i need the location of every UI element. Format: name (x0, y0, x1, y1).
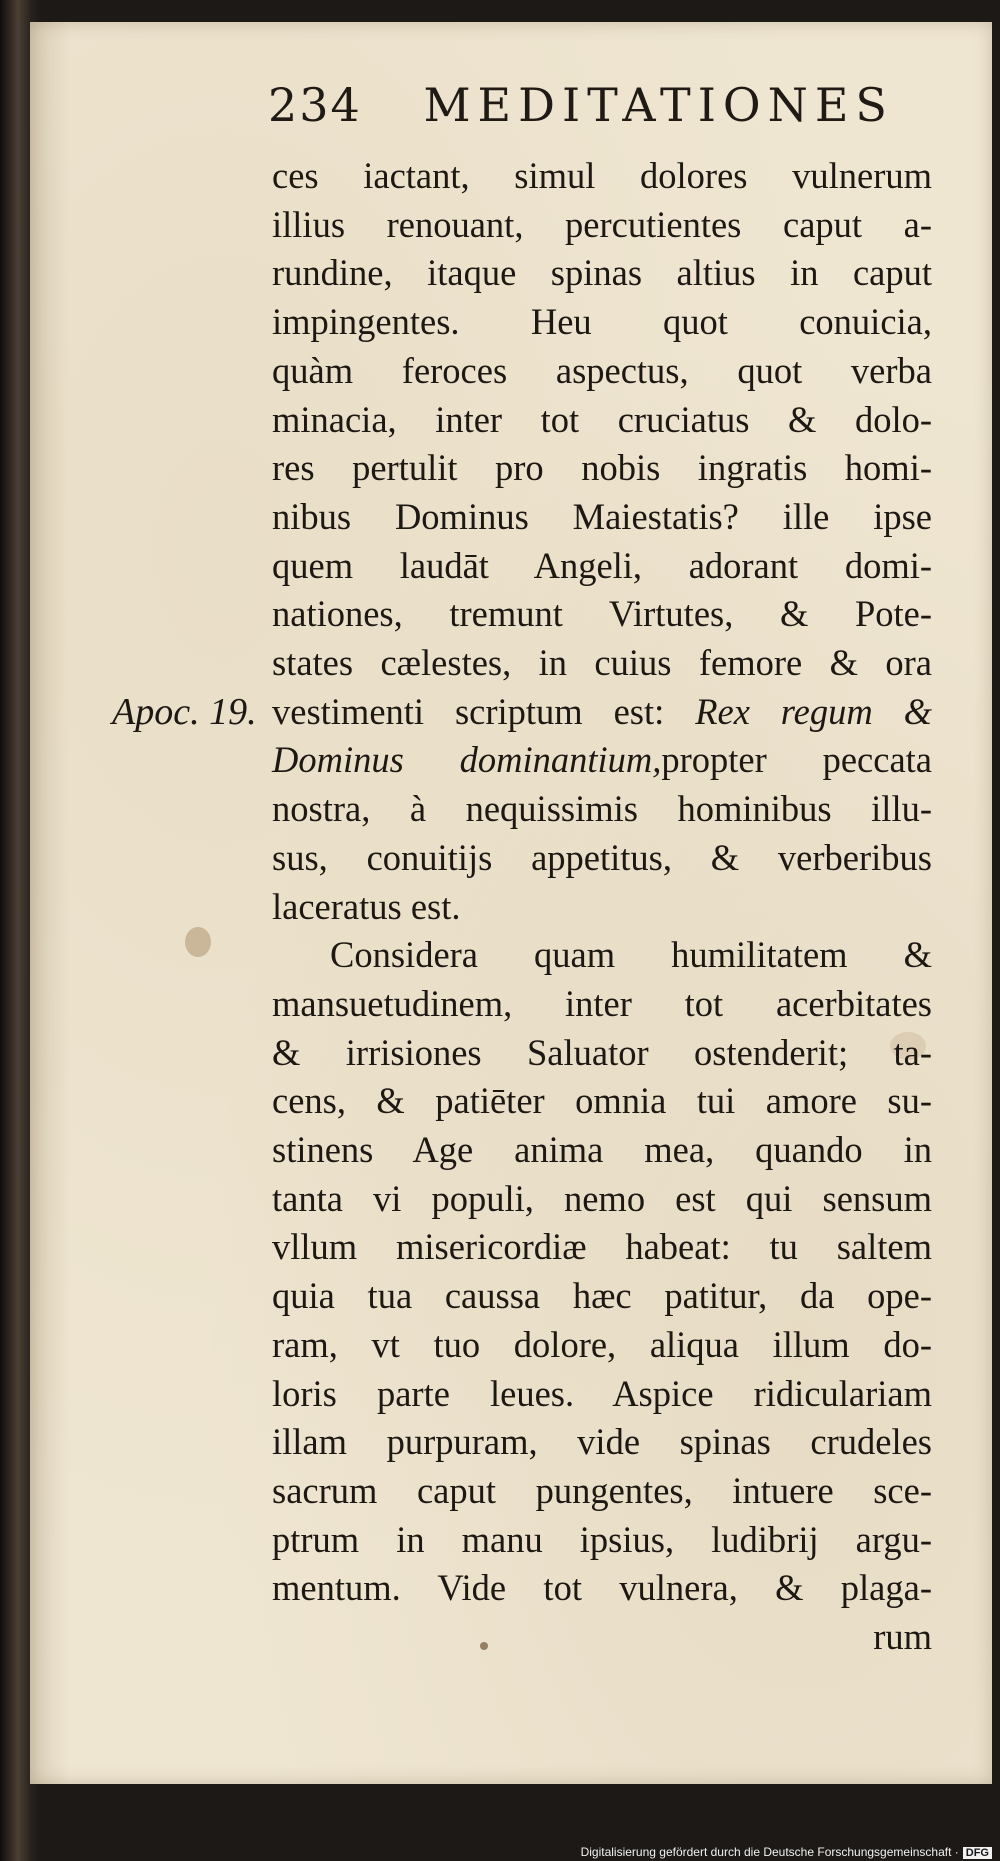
dfg-logo: DFG (963, 1847, 992, 1859)
book-spine-edge (0, 0, 30, 1861)
text-line: tanta vi populi, nemo est qui sensum (272, 1177, 932, 1219)
text-segment: vestimenti scriptum est: (272, 690, 696, 732)
text-line: res pertulit pro nobis ingratis homi- (272, 447, 932, 489)
italic-quote: Dominus dominantium, (272, 739, 662, 781)
running-head (268, 78, 894, 132)
page-title: MEDITATIONES (423, 78, 894, 132)
text-line: minacia, inter tot cruciatus & dolo- (272, 398, 932, 440)
text-line: impingentes. Heu quot conuicia, (272, 301, 932, 343)
text-line: states cælestes, in cuius femore & ora (272, 642, 932, 684)
text-line: quàm feroces aspectus, quot verba (272, 349, 932, 391)
text-line: stinens Age anima mea, quando in (272, 1129, 932, 1171)
text-line: sus, conuitijs appetitus, & verberibus (272, 836, 932, 878)
text-block (272, 152, 932, 1662)
text-line: loris parte leues. Aspice ridiculariam (272, 1372, 932, 1414)
page-number: 234 (268, 78, 362, 132)
text-line: rundine, itaque spinas altius in caput (272, 252, 932, 294)
text-line: quia tua caussa hæc patitur, da ope- (272, 1275, 932, 1317)
text-line: & irrisiones Saluator ostenderit; ta- (272, 1031, 932, 1073)
text-line: mansuetudinem, inter tot acerbitates (272, 982, 932, 1024)
text-line: sacrum caput pungentes, intuere sce- (272, 1469, 932, 1511)
credit-text: Digitalisierung gefördert durch die Deutsche Forschungsgemeinschaft · (580, 1845, 959, 1859)
marginal-note: Apoc. 19. (112, 691, 257, 733)
text-line: quem laudāt Angeli, adorant domi- (272, 544, 932, 586)
text-line: laceratus est. (272, 885, 461, 927)
text-line: ptrum in manu ipsius, ludibrij argu- (272, 1518, 932, 1560)
text-line: cens, & patiēter omnia tui amore su- (272, 1080, 932, 1122)
text-line: vllum misericordiæ habeat: tu saltem (272, 1226, 932, 1268)
text-line: ces iactant, simul dolores vulnerum (272, 155, 932, 196)
text-line: illam purpuram, vide spinas crudeles (272, 1421, 932, 1463)
text-line: mentum. Vide tot vulnera, & plaga- (272, 1567, 932, 1609)
catchword: rum (873, 1616, 932, 1658)
text-line: ram, vt tuo dolore, aliqua illum do- (272, 1323, 932, 1365)
digitization-credit (581, 1845, 992, 1859)
text-segment: propter peccata (661, 739, 932, 781)
text-line: nibus Dominus Maiestatis? ille ipse (272, 495, 932, 537)
italic-quote: Rex regum & (695, 690, 933, 732)
paper-stain (185, 927, 211, 957)
text-line: nostra, à nequissimis hominibus illu- (272, 788, 932, 830)
text-line-with-quote (272, 688, 932, 737)
text-line-with-quote (272, 736, 932, 785)
text-line: nationes, tremunt Virtutes, & Pote- (272, 593, 932, 635)
paragraph-start-line: Considera quam humilitatem & (330, 934, 932, 976)
text-line: illius renouant, percutientes caput a- (272, 203, 932, 245)
